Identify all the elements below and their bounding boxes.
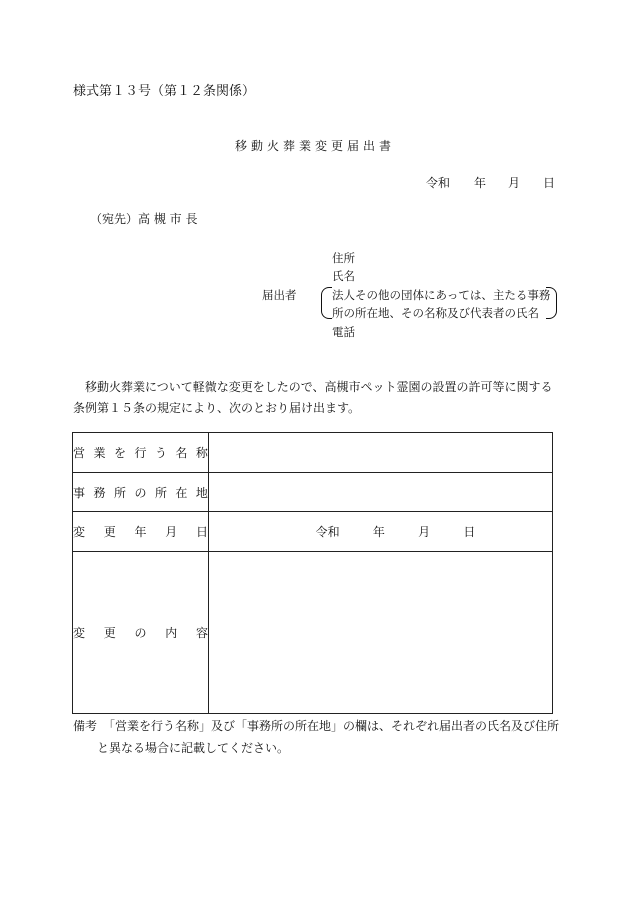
label-char: 内	[165, 626, 178, 640]
remarks-note	[73, 715, 559, 759]
office-location-label	[73, 473, 209, 512]
change-date-era: 令和	[315, 525, 340, 539]
left-bracket	[321, 287, 332, 319]
reporter-address-label: 住所	[332, 251, 355, 265]
corporate-note-line1: 法人その他の団体にあっては、主たる事務	[332, 288, 551, 302]
label-char: 月	[165, 525, 178, 539]
table-row	[73, 433, 553, 473]
label-char: 在	[175, 485, 188, 500]
label-char: 変	[73, 525, 86, 539]
change-date-day: 日	[463, 525, 476, 539]
label-char: 所	[154, 485, 167, 500]
form-number: 様式第１３号（第１２条関係）	[73, 84, 256, 99]
label-char: 年	[134, 525, 147, 539]
label-char: の	[134, 485, 147, 500]
label-char: 事	[73, 485, 86, 500]
change-date-label	[73, 512, 209, 552]
change-date-field[interactable]	[209, 512, 553, 552]
change-details-field[interactable]	[209, 552, 553, 714]
label-char: 名	[175, 446, 188, 460]
change-date-month: 月	[418, 525, 431, 539]
label-char: 地	[195, 485, 208, 500]
date-year: 年	[474, 176, 487, 190]
addressee: （宛先）高 槻 市 長	[90, 212, 198, 226]
business-name-label	[73, 433, 209, 473]
label-char: 営	[73, 446, 86, 460]
label-char: 所	[113, 485, 126, 500]
reporter-name-label: 氏名	[332, 269, 355, 283]
label-char: 業	[93, 446, 106, 460]
label-char: 称	[195, 446, 208, 460]
label-char: を	[113, 446, 126, 460]
label-char: 変	[73, 626, 86, 640]
label-char: 日	[195, 525, 208, 539]
label-char: 行	[134, 446, 147, 460]
change-details-label	[73, 552, 209, 714]
document-title: 移動火葬業変更届出書	[234, 139, 395, 153]
corporate-note-line2: 所の所在地、その名称及び代表者の氏名	[332, 306, 539, 320]
label-char: の	[134, 626, 147, 640]
table-row	[73, 512, 553, 552]
office-location-field[interactable]	[209, 473, 553, 512]
label-char: 更	[103, 525, 116, 539]
label-char: 更	[103, 626, 116, 640]
reporter-phone-label: 電話	[332, 325, 355, 339]
remarks-line2: と異なる場合に記載してください。	[97, 741, 290, 755]
date-era: 令和	[426, 176, 451, 190]
change-date-year: 年	[372, 525, 385, 539]
table-row	[73, 473, 553, 512]
remarks-line1: 備考 「営業を行う名称」及び「事務所の所在地」の欄は、それぞれ届出者の氏名及び住所	[73, 719, 560, 733]
date-day: 日	[543, 176, 556, 190]
reporter-label: 届出者	[262, 288, 297, 302]
business-name-field[interactable]	[209, 433, 553, 473]
change-form-table	[72, 432, 553, 714]
date-month: 月	[508, 176, 521, 190]
table-row	[73, 552, 553, 714]
right-bracket	[546, 287, 557, 319]
label-char: 務	[93, 485, 106, 500]
label-char: う	[154, 446, 167, 460]
label-char: 容	[195, 626, 208, 640]
body-text: 移動火葬業について軽微な変更をしたので、高槻市ペット霊園の設置の許可等に関する条例第１５条の規定により、次のとおり届け出ます。	[73, 380, 553, 415]
